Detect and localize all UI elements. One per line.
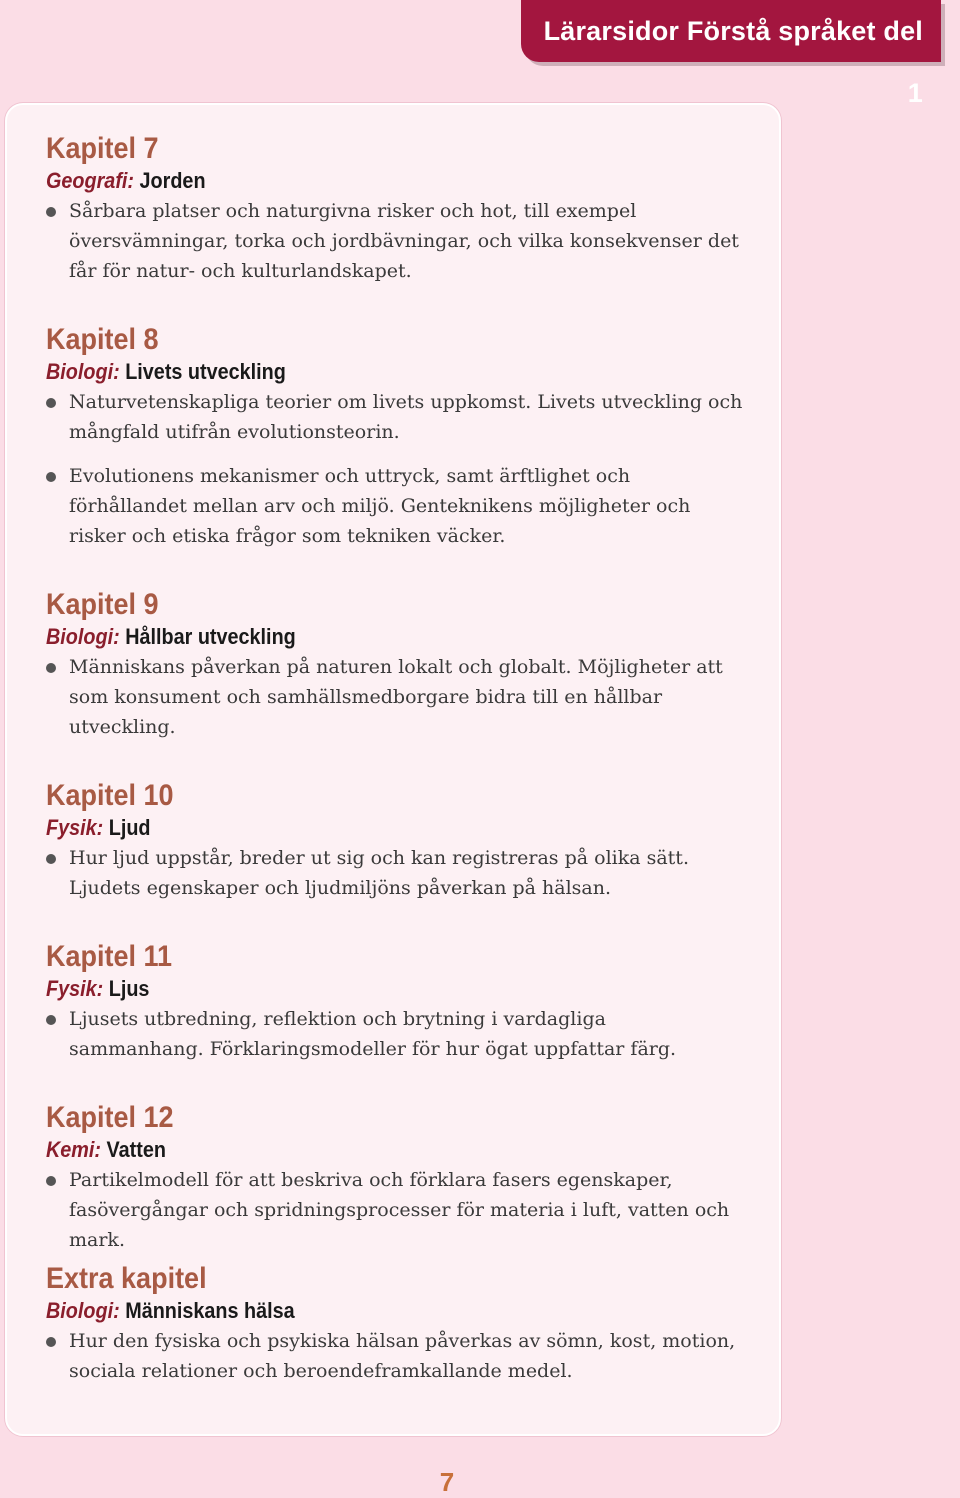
topic-label: Vatten — [106, 1137, 166, 1162]
topic-label: Människans hälsa — [125, 1298, 295, 1323]
chapter-title: Extra kapitel — [46, 1262, 207, 1295]
chapter-7 — [46, 132, 766, 300]
chapter-subject-line — [46, 1135, 694, 1165]
bullet-text: Hur ljud uppstår, breder ut sig och kan registreras på olika sätt. Ljudets egenskaper och ljudmiljöns påverkan på hälsan. — [69, 847, 689, 899]
list-item — [46, 1004, 746, 1064]
topic-label: Jorden — [139, 168, 206, 193]
chapter-subject-line — [46, 357, 694, 387]
subject-label: Biologi: — [46, 1298, 120, 1323]
subject-label: Biologi: — [46, 359, 120, 384]
chapter-title: Kapitel 8 — [46, 323, 159, 356]
chapter-8 — [46, 323, 766, 565]
bullet-text: Partikelmodell för att beskriva och förklara fasers egenskaper, fasövergångar och spridningsprocesser för materia i luft, vatten och mark. — [69, 1169, 730, 1251]
topic-label: Ljus — [108, 976, 150, 1001]
bullet-text: Evolutionens mekanismer och uttryck, samt ärftlighet och förhållandet mellan arv och miljö. Genteknikens möjligheter och risker och etiska frågor som tekniken väcker. — [69, 465, 691, 547]
bullet-text: Människans påverkan på naturen lokalt och globalt. Möjligheter att som konsument och samhällsmedborgare bidra till en hållbar utveckling. — [69, 656, 723, 738]
bullet-text: Hur den fysiska och psykiska hälsan påverkas av sömn, kost, motion, sociala relationer och beroendeframkallande medel. — [69, 1330, 736, 1382]
list-item — [46, 843, 746, 903]
chapter-11 — [46, 940, 766, 1078]
subject-label: Fysik: — [46, 815, 104, 840]
header-tab — [521, 0, 941, 108]
subject-label: Fysik: — [46, 976, 104, 1001]
chapter-12 — [46, 1101, 766, 1269]
list-item — [46, 652, 746, 742]
chapter-10 — [46, 779, 766, 917]
chapter-subject-line — [46, 974, 694, 1004]
chapter-title: Kapitel 11 — [46, 940, 173, 973]
chapter-subject-line — [46, 166, 694, 196]
bullet-text: Naturvetenskapliga teorier om livets uppkomst. Livets utveckling och mångfald utifrån evolutionsteorin. — [69, 391, 743, 443]
list-item — [46, 1326, 746, 1386]
chapter-title: Kapitel 7 — [46, 132, 159, 165]
subject-label: Biologi: — [46, 624, 120, 649]
topic-label: Ljud — [108, 815, 151, 840]
list-item — [46, 196, 746, 286]
subject-label: Kemi: — [46, 1137, 102, 1162]
chapter-9 — [46, 588, 766, 756]
bullet-text: Ljusets utbredning, reflektion och brytning i vardagliga sammanhang. Förklaringsmodeller för hur ögat uppfattar färg. — [69, 1008, 677, 1060]
list-item — [46, 387, 746, 447]
list-item — [46, 461, 746, 551]
chapter-subject-line — [46, 813, 694, 843]
bullet-text: Sårbara platser och naturgivna risker och hot, till exempel översvämningar, torka och jordbävningar, och vilka konsekvenser det får för natur- och kulturlandskapet. — [69, 200, 739, 282]
topic-label: Livets utveckling — [125, 359, 286, 384]
chapter-subject-line — [46, 1296, 694, 1326]
list-item — [46, 1165, 746, 1255]
chapter-title: Kapitel 9 — [46, 588, 159, 621]
page-number: 7 — [439, 1467, 455, 1497]
subject-label: Geografi: — [46, 168, 135, 193]
chapter-extra — [46, 1262, 766, 1400]
chapter-title: Kapitel 12 — [46, 1101, 174, 1134]
chapter-title: Kapitel 10 — [46, 779, 174, 812]
chapter-subject-line — [46, 622, 694, 652]
header-title: Lärarsidor Förstå språket del 1 — [543, 16, 923, 108]
topic-label: Hållbar utveckling — [125, 624, 296, 649]
